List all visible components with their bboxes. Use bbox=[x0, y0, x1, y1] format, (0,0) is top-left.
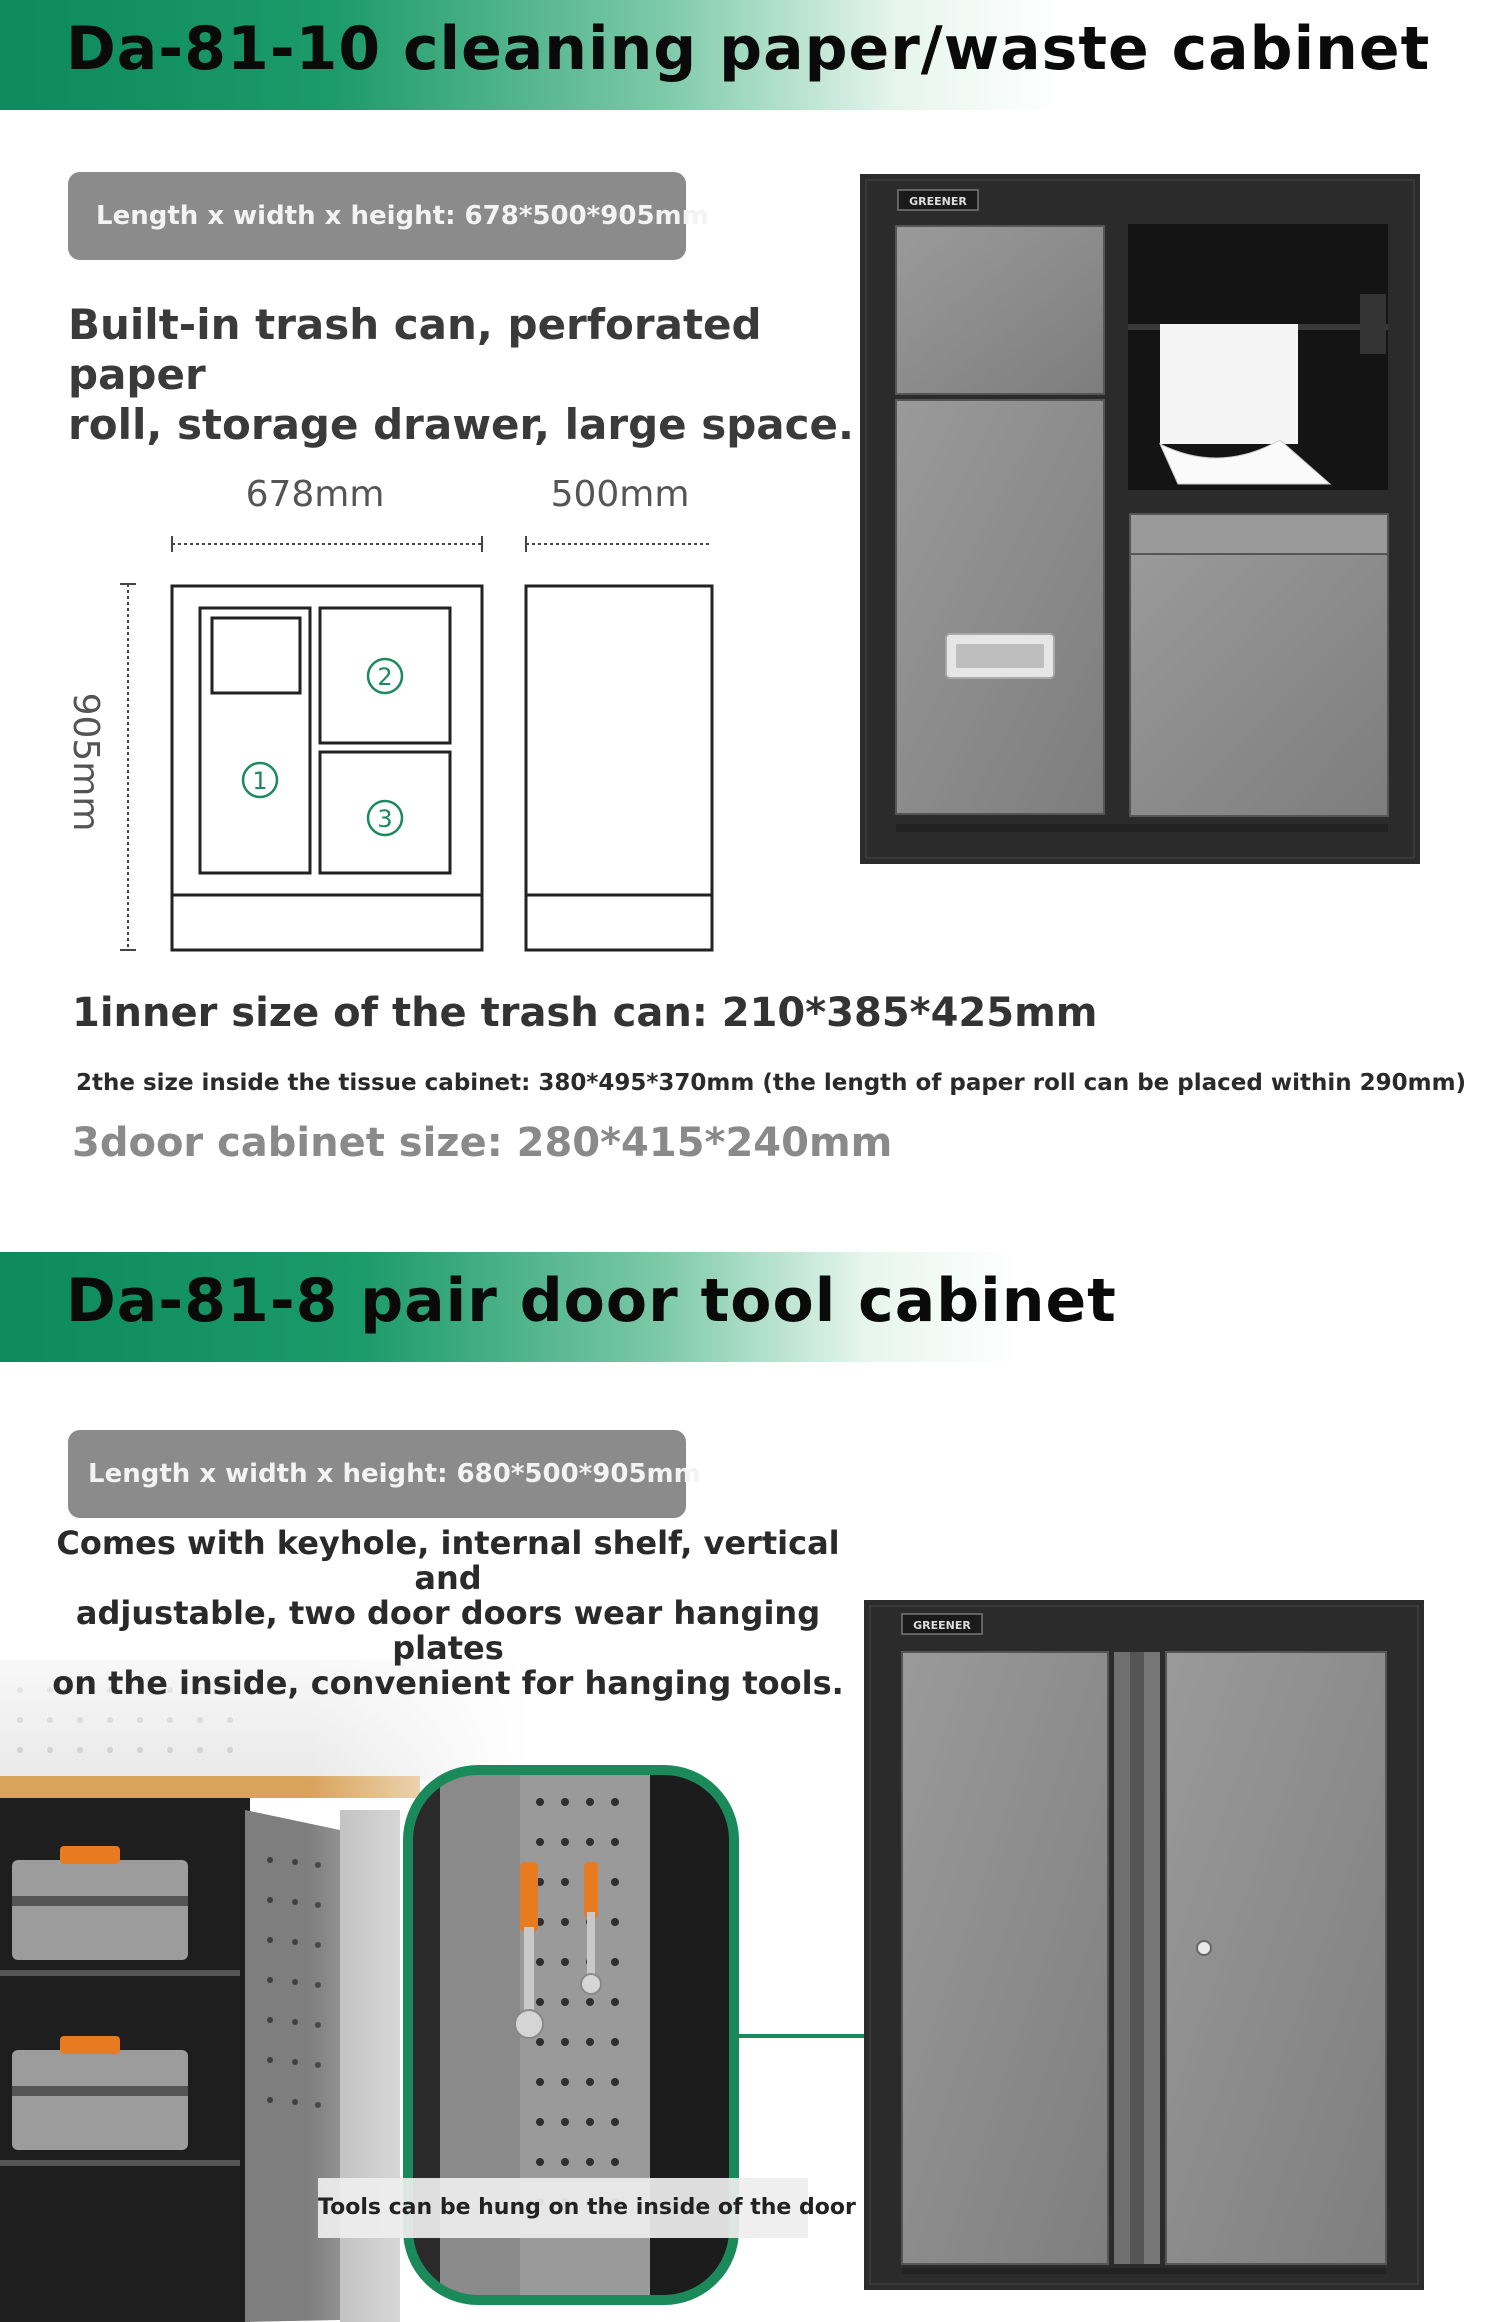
section2-dimensions-badge: Length x width x height: 680*500*905mm bbox=[68, 1430, 686, 1518]
section2-intro-line3: on the inside, convenient for hanging tools. bbox=[52, 1664, 844, 1702]
section1-intro-line2: roll, storage drawer, large space. bbox=[68, 400, 854, 449]
section1-intro-line1: Built-in trash can, perforated paper bbox=[68, 300, 762, 399]
spec-trash-can: 1inner size of the trash can: 210*385*425mm bbox=[72, 990, 1098, 1036]
section2-intro-line2: adjustable, two door doors wear hanging plates bbox=[75, 1594, 821, 1667]
compartment-marker-1 bbox=[243, 763, 277, 797]
keyhole-icon bbox=[1197, 1941, 1211, 1955]
svg-text:1: 1 bbox=[252, 767, 268, 795]
dimension-diagram bbox=[50, 440, 730, 960]
compartment-marker-2 bbox=[368, 659, 402, 693]
waste-cabinet-image bbox=[860, 174, 1420, 864]
right-door bbox=[1166, 1652, 1386, 2264]
section1-intro bbox=[68, 300, 868, 450]
left-door bbox=[902, 1652, 1108, 2264]
tool-cabinet-image bbox=[864, 1600, 1424, 2290]
spec-door-cabinet: 3door cabinet size: 280*415*240mm bbox=[72, 1120, 893, 1166]
section2-intro-line1: Comes with keyhole, internal shelf, vertical and bbox=[56, 1524, 840, 1597]
section1-dimensions-badge: Length x width x height: 678*500*905mm bbox=[68, 172, 686, 260]
height-label: 905mm bbox=[65, 692, 106, 832]
cabinet2-brand-label: GREENER bbox=[913, 1619, 971, 1632]
section2-intro bbox=[18, 1526, 878, 1701]
door-inside-caption: Tools can be hung on the inside of the door bbox=[318, 2178, 808, 2238]
cabinet-brand-label: GREENER bbox=[909, 195, 967, 208]
door-inside-zoom bbox=[400, 1762, 870, 2322]
depth-label: 500mm bbox=[550, 474, 690, 515]
compartment-marker-3 bbox=[368, 801, 402, 835]
width-label: 678mm bbox=[245, 474, 385, 515]
svg-text:3: 3 bbox=[377, 805, 393, 833]
section1-title: Da-81-10 cleaning paper/waste cabinet bbox=[66, 14, 1431, 84]
spec-tissue-cabinet: 2the size inside the tissue cabinet: 380*495*370mm (the length of paper roll can be placed within 290mm) bbox=[76, 1070, 1467, 1096]
section2-title: Da-81-8 pair door tool cabinet bbox=[66, 1266, 1117, 1336]
section2-banner bbox=[0, 1252, 1200, 1362]
section1-banner bbox=[0, 0, 1431, 110]
svg-text:2: 2 bbox=[377, 663, 393, 691]
front-view bbox=[172, 586, 482, 950]
side-view bbox=[526, 586, 712, 950]
